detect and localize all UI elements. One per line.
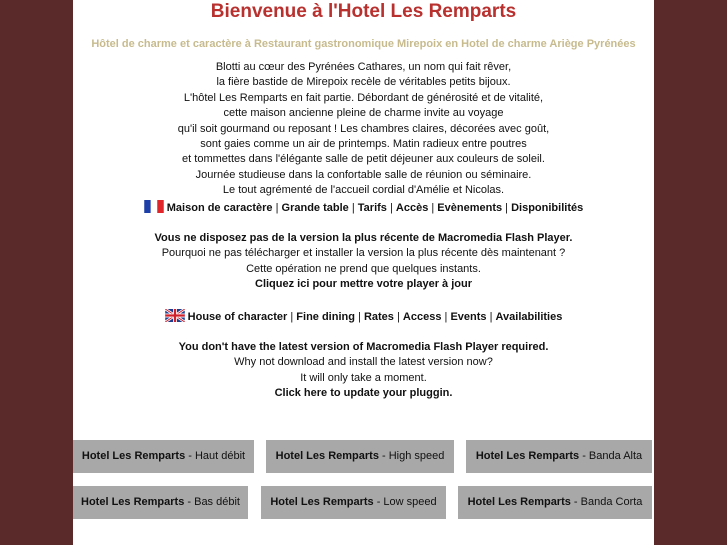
intro-line: Journée studieuse dans la confortable salle de réunion ou séminaire. (195, 168, 532, 181)
button-bas-debit[interactable] (73, 486, 248, 519)
main-panel (73, 0, 654, 545)
nav-link-house[interactable]: House of character (187, 311, 288, 323)
button-brand-label: Hotel Les Remparts (475, 450, 580, 462)
button-brand-label: Hotel Les Remparts (81, 450, 186, 462)
button-brand-label: Hotel Les Remparts (467, 496, 571, 508)
nav-link-tarifs[interactable]: Tarifs (357, 202, 387, 214)
button-speed-label: - Bas débit (184, 496, 240, 508)
nav-link-acces[interactable]: Accès (395, 202, 429, 214)
button-brand-label: Hotel Les Remparts (270, 496, 374, 508)
nav-link-rates[interactable]: Rates (363, 311, 394, 323)
flash-notice-english (73, 340, 654, 402)
intro-line: L'hôtel Les Remparts en fait partie. Débordant de générosité et de vitalité, (183, 91, 544, 104)
update-plugin-link[interactable]: Click here to update your pluggin. (274, 387, 453, 400)
flash-info: It will only take a moment. (300, 371, 427, 384)
nav-english: House of character | Fine dining | Rates | Access | Events | Availabilities (73, 309, 654, 323)
button-speed-label: - Banda Alta (579, 450, 643, 462)
button-banda-alta[interactable] (466, 440, 652, 473)
nav-link-grande-table[interactable]: Grande table (281, 202, 349, 214)
intro-line: Blotti au cœur des Pyrénées Cathares, un nom qui fait rêver, (215, 61, 512, 73)
button-speed-label: - Haut débit (185, 450, 246, 462)
nav-link-access[interactable]: Access (402, 311, 442, 323)
button-haut-debit[interactable] (73, 440, 254, 473)
intro-line: sont gaies comme un air de printemps. Matin radieux entre poutres (200, 138, 527, 151)
page-title: Bienvenue à l'Hotel Les Remparts (210, 1, 517, 22)
button-brand-label: Hotel Les Remparts (81, 496, 185, 508)
uk-flag-icon (165, 309, 185, 322)
flash-warning: You don't have the latest version of Macromedia Flash Player required. (178, 341, 549, 353)
button-speed-label: - Low speed (373, 496, 437, 508)
page-subtitle: Hôtel de charme et caractère à Restaurant gastronomique Mirepoix en Hotel de charme Ariège Pyrénées (91, 38, 636, 50)
intro-line: la fière bastide de Mirepoix recèle de véritables petits bijoux. (216, 76, 511, 89)
intro-line: cette maison ancienne pleine de charme invite au voyage (223, 107, 504, 120)
intro-line: et tommettes dans l'élégante salle de petit déjeuner aux couleurs de soleil. (182, 153, 545, 166)
nav-link-maison[interactable]: Maison de caractère (166, 202, 273, 214)
nav-link-availabilities[interactable]: Availabilities (495, 311, 563, 323)
french-flag-icon (144, 200, 164, 213)
button-speed-label: - Banda Corta (570, 496, 643, 508)
nav-link-fine-dining[interactable]: Fine dining (296, 311, 355, 323)
button-speed-label: - High speed (378, 450, 445, 462)
flash-notice-french (73, 231, 654, 293)
nav-french: Maison de caractère | Grande table | Tarifs | Accès | Evènements | Disponibilités (73, 200, 654, 214)
update-player-link[interactable]: Cliquez ici pour mettre votre player à jour (255, 278, 472, 291)
button-low-speed[interactable] (261, 486, 446, 519)
button-brand-label: Hotel Les Remparts (275, 450, 379, 462)
button-high-speed[interactable] (266, 440, 454, 473)
button-banda-corta[interactable] (458, 486, 652, 519)
nav-link-disponibilites[interactable]: Disponibilités (511, 202, 584, 214)
flash-question: Why not download and install the latest version now? (234, 356, 493, 369)
intro-text (73, 60, 654, 199)
intro-line: Le tout agrémenté de l'accueil cordial d'Amélie et Nicolas. (222, 184, 505, 197)
flash-warning: Vous ne disposez pas de la version la plus récente de Macromedia Flash Player. (154, 232, 573, 244)
flash-info: Cette opération ne prend que quelques instants. (246, 262, 481, 275)
nav-link-evenements[interactable]: Evènements (437, 202, 503, 214)
intro-line: qu'il soit gourmand ou reposant ! Les chambres claires, décorées avec goût, (177, 122, 550, 135)
nav-link-events[interactable]: Events (450, 311, 487, 323)
flash-question: Pourquoi ne pas télécharger et installer la version la plus récente dès maintenant ? (161, 247, 566, 260)
